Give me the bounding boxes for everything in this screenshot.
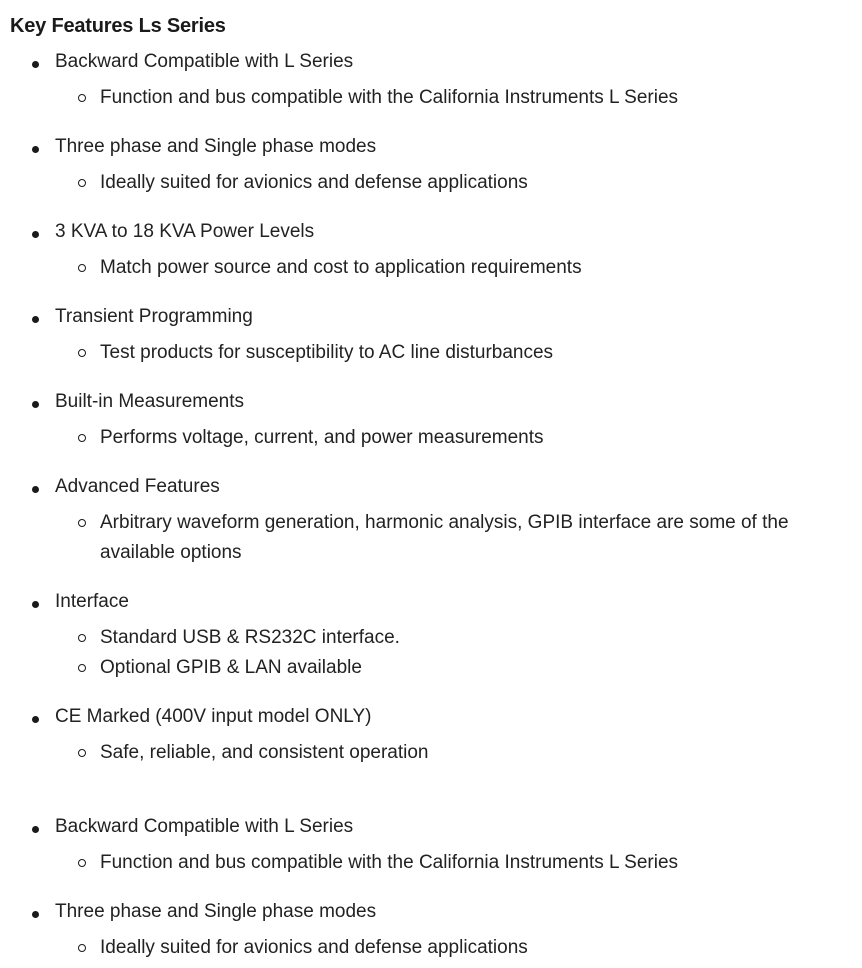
feature-subitem	[0, 848, 862, 878]
feature-subitem-text: Ideally suited for avionics and defense applications	[100, 172, 528, 193]
feature-bullet-row	[0, 218, 862, 248]
feature-bullet-row	[0, 303, 862, 333]
bullet-disc-icon	[32, 716, 39, 723]
feature-item	[0, 588, 862, 683]
feature-bullet-row	[0, 898, 862, 928]
feature-label: Three phase and Single phase modes	[55, 901, 377, 922]
feature-subitem	[0, 653, 862, 683]
bullet-circle-icon	[78, 634, 86, 642]
bullet-circle-icon	[78, 749, 86, 757]
feature-item	[0, 898, 862, 963]
feature-subitem	[0, 253, 862, 283]
feature-subitem-text: Safe, reliable, and consistent operation	[100, 742, 429, 763]
bullet-disc-icon	[32, 911, 39, 918]
bullet-disc-icon	[32, 486, 39, 493]
bullet-circle-icon	[78, 349, 86, 357]
section-heading: Key Features Ls Series	[10, 15, 226, 37]
feature-subitem-text: Standard USB & RS232C interface.	[100, 627, 400, 648]
feature-subitem	[0, 338, 862, 368]
bullet-circle-icon	[78, 264, 86, 272]
feature-label: Advanced Features	[55, 476, 220, 497]
feature-subitem	[0, 738, 862, 768]
feature-bullet-row	[0, 588, 862, 618]
feature-bullet-row	[0, 388, 862, 418]
feature-bullet-row	[0, 473, 862, 503]
feature-label: CE Marked (400V input model ONLY)	[55, 706, 372, 727]
feature-subitem-text: Performs voltage, current, and power measurements	[100, 427, 544, 448]
feature-label: Three phase and Single phase modes	[55, 136, 377, 157]
feature-item	[0, 473, 862, 568]
feature-subitem-text: Function and bus compatible with the California Instruments L Series	[100, 852, 679, 873]
feature-label: 3 KVA to 18 KVA Power Levels	[55, 221, 315, 242]
feature-label: Backward Compatible with L Series	[55, 51, 354, 72]
feature-subitem	[0, 933, 862, 963]
feature-subitem-text: Function and bus compatible with the California Instruments L Series	[100, 87, 679, 108]
feature-bullet-row	[0, 813, 862, 843]
feature-subitem-text: Match power source and cost to application requirements	[100, 257, 582, 278]
feature-subitem-text: Optional GPIB & LAN available	[100, 657, 362, 678]
feature-bullet-row	[0, 48, 862, 78]
feature-subitem	[0, 423, 862, 453]
feature-subitem	[0, 168, 862, 198]
feature-subitem	[0, 623, 862, 653]
feature-item	[0, 388, 862, 453]
feature-bullet-row	[0, 703, 862, 733]
bullet-circle-icon	[78, 859, 86, 867]
feature-label: Transient Programming	[55, 306, 253, 327]
bullet-disc-icon	[32, 61, 39, 68]
feature-subitem	[0, 83, 862, 113]
bullet-circle-icon	[78, 664, 86, 672]
bullet-circle-icon	[78, 179, 86, 187]
feature-item	[0, 133, 862, 198]
feature-subitem	[0, 508, 862, 568]
feature-label: Interface	[55, 591, 129, 612]
feature-subitem-text: Ideally suited for avionics and defense applications	[100, 937, 528, 958]
bullet-disc-icon	[32, 601, 39, 608]
feature-label: Built-in Measurements	[55, 391, 245, 412]
feature-bullet-row	[0, 133, 862, 163]
feature-item	[0, 703, 862, 768]
feature-item	[0, 48, 862, 113]
bullet-disc-icon	[32, 826, 39, 833]
bullet-disc-icon	[32, 316, 39, 323]
bullet-circle-icon	[78, 944, 86, 952]
feature-item	[0, 303, 862, 368]
feature-subitem-text: Arbitrary waveform generation, harmonic analysis, GPIB interface are some of the available options	[100, 512, 789, 563]
bullet-disc-icon	[32, 146, 39, 153]
feature-label: Backward Compatible with L Series	[55, 816, 354, 837]
bullet-disc-icon	[32, 231, 39, 238]
feature-item	[0, 813, 862, 878]
bullet-circle-icon	[78, 94, 86, 102]
bullet-disc-icon	[32, 401, 39, 408]
feature-item	[0, 218, 862, 283]
bullet-circle-icon	[78, 434, 86, 442]
bullet-circle-icon	[78, 519, 86, 527]
feature-subitem-text: Test products for susceptibility to AC line disturbances	[100, 342, 554, 363]
